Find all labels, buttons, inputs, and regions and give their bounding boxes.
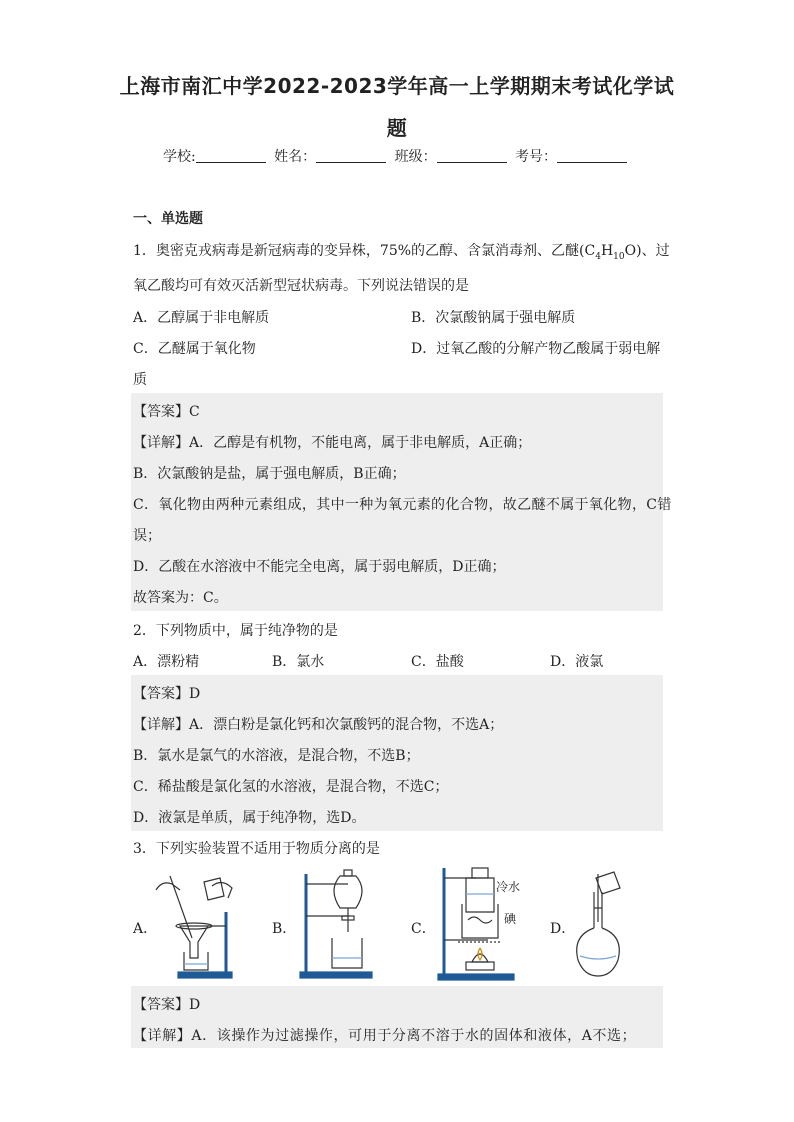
q1-detail-5: 故答案为：C。	[133, 590, 228, 606]
page-title: 上海市南汇中学2022-2023学年高一上学期期末考试化学试	[119, 74, 675, 98]
detail-text: A．漂白粉是氯化钙和次氯酸钙的混合物，不选A；	[189, 717, 504, 733]
school-label: 学校:	[162, 149, 196, 165]
q3-answer	[133, 994, 200, 1014]
class-label: 班级：	[394, 149, 437, 165]
detail-text: A．乙醇是有机物，不能电离，属于非电解质，A正确；	[189, 435, 532, 451]
formula-open: (C	[579, 243, 596, 259]
number-label: 考号：	[515, 149, 558, 165]
q1-detail-3-continued: 误；	[133, 528, 161, 544]
q1-stem-line1	[133, 240, 670, 262]
formula-sub-10: 10	[613, 251, 625, 262]
q1-stem-line2: 氧乙酸均可有效灭活新型冠状病毒。下列说法错误的是	[133, 278, 469, 294]
q3-stem: 3．下列实验装置不适用于物质分离的是	[133, 841, 380, 857]
filtration-apparatus-icon[interactable]	[152, 868, 236, 980]
q1-formula	[579, 243, 642, 262]
name-blank[interactable]	[316, 148, 386, 163]
q1-detail-2: B．次氯酸钠是盐，属于强电解质，B正确；	[133, 466, 406, 482]
q1-stem-text: 1．奥密克戎病毒是新冠病毒的变异株，75%的乙醇、含氯消毒剂、乙醚	[133, 243, 580, 259]
detail-text: A．该操作为过滤操作，可用于分离不溶于水的固体和液体，A不选；	[191, 1028, 637, 1044]
separating-funnel-apparatus-icon[interactable]	[296, 868, 380, 980]
detail-label: 【详解】	[133, 1028, 192, 1044]
formula-close: O)	[624, 243, 642, 259]
q2-stem: 2．下列物质中，属于纯净物的是	[133, 623, 338, 639]
q2-detail-1	[133, 714, 503, 734]
number-blank[interactable]	[557, 148, 627, 163]
class-blank[interactable]	[437, 148, 507, 163]
q2-answer	[133, 683, 200, 703]
q1-option-d-continued: 质	[133, 372, 147, 388]
section-heading: 一、单选题	[133, 211, 203, 227]
q2-option-c[interactable]: C．盐酸	[411, 654, 464, 670]
q1-detail-4: D．乙酸在水溶液中不能完全电离，属于弱电解质，D正确；	[133, 559, 506, 575]
name-label: 姓名：	[274, 149, 317, 165]
q2-option-a[interactable]: A．漂粉精	[133, 654, 200, 670]
answer-value: C	[189, 404, 200, 420]
iodine-label: 碘	[504, 912, 517, 926]
cold-water-label: 冷水	[496, 880, 521, 894]
q2-option-d[interactable]: D．液氯	[550, 654, 604, 670]
q3-detail-1	[133, 1025, 636, 1045]
page-title-continued: 题	[386, 116, 408, 140]
q3-option-d[interactable]: D．	[550, 921, 576, 937]
q2-option-b[interactable]: B．氯水	[272, 654, 325, 670]
answer-label: 【答案】	[133, 404, 189, 420]
formula-sub-4: 4	[595, 251, 601, 262]
student-info-line	[0, 146, 794, 166]
q2-detail-4: D．液氯是单质，属于纯净物，选D。	[133, 810, 366, 826]
answer-label: 【答案】	[133, 686, 189, 702]
q3-option-c[interactable]: C．	[411, 921, 436, 937]
q1-option-d[interactable]: D．过氧乙酸的分解产物乙酸属于弱电解	[411, 341, 661, 357]
q1-answer	[133, 401, 200, 421]
answer-label: 【答案】	[133, 997, 189, 1013]
school-blank[interactable]	[196, 148, 266, 163]
q3-option-b[interactable]: B．	[272, 921, 297, 937]
q1-stem-tail: 、过	[641, 243, 670, 259]
detail-label: 【详解】	[133, 717, 189, 733]
q1-detail-1	[133, 432, 531, 452]
q1-option-c[interactable]: C．乙醚属于氧化物	[133, 341, 256, 357]
q2-detail-2: B．氯水是氯气的水溶液，是混合物，不选B；	[133, 748, 420, 764]
q1-option-b[interactable]: B．次氯酸钠属于强电解质	[411, 310, 576, 326]
volumetric-flask-apparatus-icon[interactable]	[568, 864, 628, 982]
detail-label: 【详解】	[133, 435, 189, 451]
q2-detail-3: C．稀盐酸是氯化氢的水溶液，是混合物，不选C；	[133, 779, 449, 795]
q1-detail-3: C．氧化物由两种元素组成，其中一种为氧元素的化合物，故乙醚不属于氧化物，C错	[133, 497, 672, 513]
formula-h: H	[600, 243, 614, 259]
q1-option-a[interactable]: A．乙醇属于非电解质	[133, 310, 270, 326]
answer-value: D	[189, 997, 201, 1013]
answer-value: D	[189, 686, 201, 702]
q3-option-a[interactable]: A．	[133, 921, 158, 937]
